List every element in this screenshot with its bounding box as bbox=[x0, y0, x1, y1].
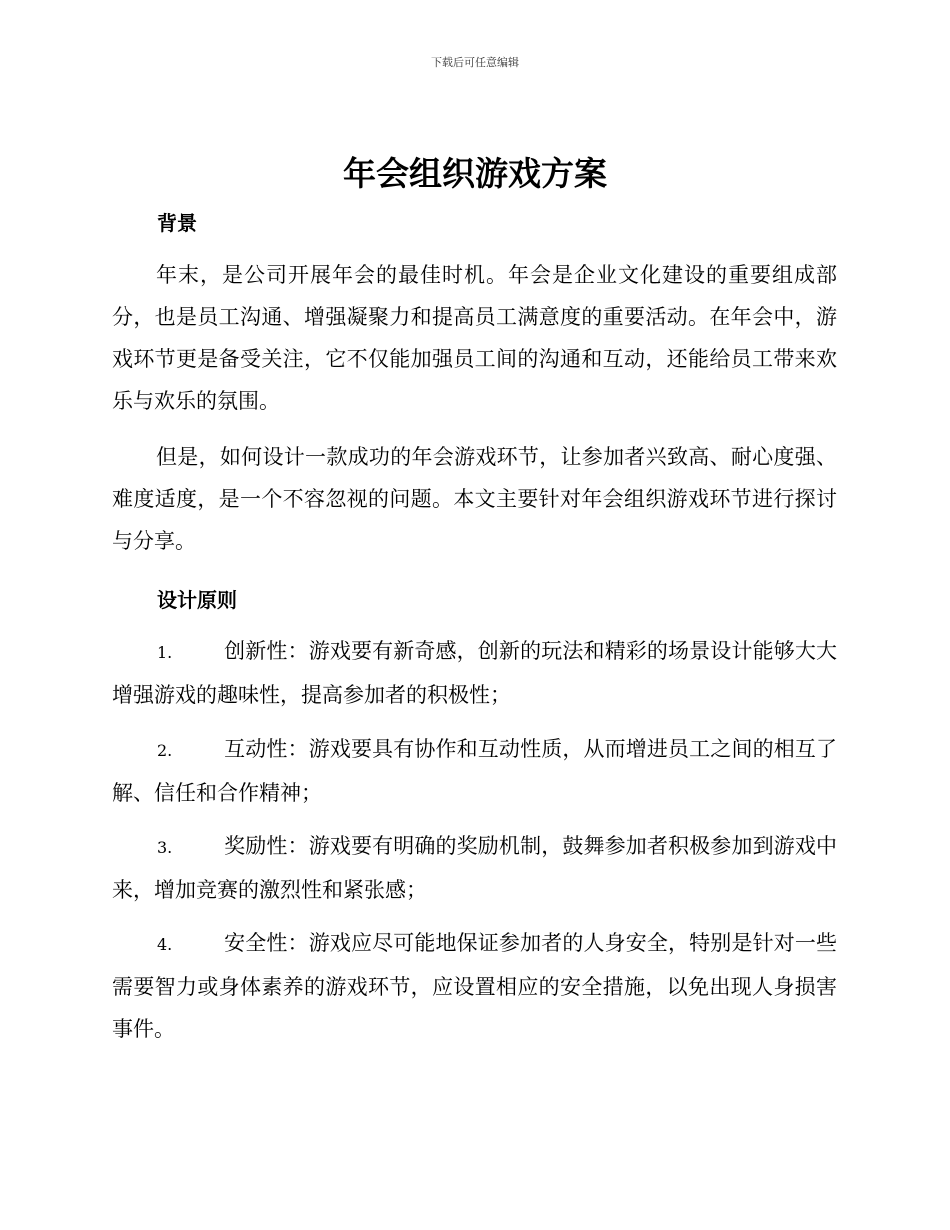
list-item bbox=[112, 728, 837, 814]
list-item-text: 安全性：游戏应尽可能地保证参加者的人身安全，特别是针对一些需要智力或身体素养的游戏环节，应设置相应的安全措施，以免出现人身损害事件。 bbox=[112, 931, 837, 1041]
section-heading-background: 背景 bbox=[157, 211, 197, 235]
document-title: 年会组织游戏方案 bbox=[343, 154, 607, 193]
header-note: 下载后可任意编辑 bbox=[431, 56, 519, 69]
list-item-number: 2. bbox=[157, 741, 173, 760]
list-item-text: 奖励性：游戏要有明确的奖励机制，鼓舞参加者积极参加到游戏中来，增加竞赛的激烈性和紧张感； bbox=[112, 834, 837, 902]
list-item bbox=[112, 630, 837, 716]
paragraph: 但是，如何设计一款成功的年会游戏环节，让参加者兴致高、耐心度强、难度适度，是一个不容忽视的问题。本文主要针对年会组织游戏环节进行探讨与分享。 bbox=[112, 445, 837, 553]
list-item-number: 4. bbox=[157, 935, 173, 954]
list-item-number: 1. bbox=[157, 643, 173, 662]
list-item-text: 创新性：游戏要有新奇感，创新的玩法和精彩的场景设计能够大大增强游戏的趣味性，提高参加者的积极性； bbox=[112, 639, 837, 707]
list-item-number: 3. bbox=[157, 838, 173, 857]
list-item-text: 互动性：游戏要具有协作和互动性质，从而增进员工之间的相互了解、信任和合作精神； bbox=[112, 737, 837, 805]
paragraph: 年末，是公司开展年会的最佳时机。年会是企业文化建设的重要组成部分，也是员工沟通、增强凝聚力和提高员工满意度的重要活动。在年会中，游戏环节更是备受关注，它不仅能加强员工间的沟通和互动，还能给员工带来欢乐与欢乐的氛围。 bbox=[112, 263, 837, 413]
section-heading-principles: 设计原则 bbox=[157, 588, 237, 612]
list-item bbox=[112, 825, 837, 911]
list-item bbox=[112, 922, 837, 1050]
